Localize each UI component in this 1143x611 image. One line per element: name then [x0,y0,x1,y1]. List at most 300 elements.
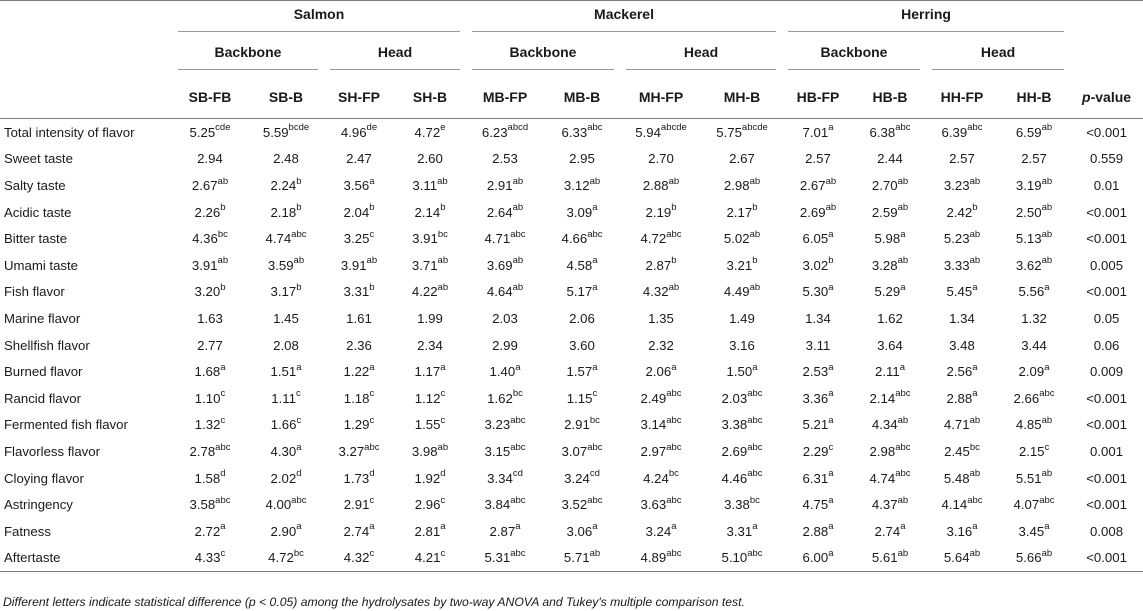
significance-letters: b [220,281,226,293]
value-cell [702,305,782,332]
mean-value: 3.06 [566,523,593,539]
significance-letters: abcd [507,122,529,134]
value-cell [466,465,544,492]
value-cell [466,438,544,465]
value-cell [394,305,466,332]
significance-letters: a [671,521,677,533]
significance-letters: c [369,228,375,240]
significance-letters: ab [1041,468,1053,480]
mean-value: 3.23 [943,177,970,193]
significance-letters: abc [510,547,526,559]
significance-letters: ab [969,255,981,267]
mean-value: 1.50 [726,364,753,380]
value-cell [544,438,620,465]
value-cell [782,491,854,518]
mean-value: 2.69 [799,204,826,220]
mean-value: 2.98 [723,177,750,193]
significance-letters: ab [437,255,449,267]
pvalue-header-italic: p [1082,89,1091,105]
mean-value: 2.36 [346,337,372,353]
significance-letters: b [671,255,677,267]
significance-letters: d [296,468,302,480]
significance-letters: abc [666,388,682,400]
significance-letters: c [220,388,226,400]
significance-letters: a [828,521,834,533]
mean-value: 2.19 [645,204,672,220]
attribute-label: Cloying flavor [4,470,84,486]
value-cell [702,545,782,572]
part-header: Backbone [788,44,920,70]
mean-value: 2.77 [197,337,223,353]
significance-letters: a [592,255,598,267]
mean-value: 2.67 [729,151,755,167]
significance-letters: c [440,414,446,426]
significance-letters: ab [512,202,524,214]
significance-letters: ab [437,281,449,293]
value-cell [324,491,394,518]
value-cell [620,146,702,173]
mean-value: 3.56 [343,177,370,193]
significance-letters: abc [967,122,983,134]
significance-letters: d [369,468,375,480]
value-cell [926,412,998,439]
significance-letters: ab [668,175,680,187]
value-cell [854,491,926,518]
significance-letters: cd [589,468,600,480]
significance-letters: c [1044,441,1050,453]
mean-value: 5.59 [262,124,289,140]
value-cell [394,252,466,279]
mean-value: 3.21 [726,257,753,273]
value-cell [544,491,620,518]
significance-letters: ab [969,175,981,187]
significance-letters: ab [969,228,981,240]
species-header-row [0,0,1143,38]
significance-letters: b [972,202,978,214]
mean-value: 2.47 [346,151,372,167]
significance-letters: bc [293,547,304,559]
mean-value: 3.91 [191,257,218,273]
value-cell [998,385,1070,412]
value-cell [926,545,998,572]
value-cell [998,199,1070,226]
mean-value: 5.51 [1015,470,1042,486]
mean-value: 3.38 [724,497,750,513]
significance-letters: ab [668,281,680,293]
significance-letters: e [440,122,446,134]
value-cell [854,199,926,226]
value-cell [782,518,854,545]
mean-value: 5.48 [943,470,970,486]
mean-value: 2.88 [642,177,669,193]
value-cell [782,225,854,252]
mean-value: 1.11 [271,390,296,406]
significance-letters: abc [895,468,911,480]
significance-letters: a [900,521,906,533]
attribute-label: Shellfish flavor [4,337,90,353]
significance-letters: bc [749,494,760,506]
value-cell [620,252,702,279]
value-cell [620,119,702,146]
value-cell [394,545,466,572]
value-cell [172,358,248,385]
mean-value: 1.34 [805,310,831,326]
value-cell [782,172,854,199]
table-row [0,332,1143,359]
mean-value: 3.52 [561,497,588,513]
significance-letters: c [220,547,226,559]
significance-letters: abc [510,228,526,240]
value-cell [324,385,394,412]
significance-letters: ab [969,547,981,559]
value-cell [702,385,782,412]
significance-letters: ab [512,175,524,187]
mean-value: 5.23 [943,231,970,247]
mean-value: 4.33 [194,550,221,566]
significance-letters: abc [895,441,911,453]
attribute-label: Acidic taste [4,204,72,220]
mean-value: 2.70 [648,151,674,167]
significance-letters: a [1044,521,1050,533]
attribute-label: Sweet taste [4,151,73,167]
mean-value: 3.59 [267,257,294,273]
mean-value: 3.24 [645,523,672,539]
significance-letters: ab [512,281,524,293]
mean-value: 4.85 [1015,417,1042,433]
mean-value: 4.36 [192,231,218,247]
mean-value: 4.30 [270,443,297,459]
mean-value: 1.15 [566,390,593,406]
value-cell [926,172,998,199]
value-cell [248,332,324,359]
value-cell [854,438,926,465]
mean-value: 2.60 [417,151,443,167]
value-cell [394,412,466,439]
table-row [0,465,1143,492]
mean-value: 4.96 [340,124,367,140]
mean-value: 2.53 [492,151,518,167]
pvalue-cell: 0.001 [1090,443,1124,459]
significance-letters: b [296,202,302,214]
table-row [0,119,1143,146]
significance-letters: a [592,361,598,373]
significance-letters: abc [291,228,307,240]
value-cell [998,491,1070,518]
significance-letters: abc [587,441,603,453]
value-cell [248,412,324,439]
mean-value: 2.11 [875,364,900,380]
significance-letters: a [592,521,598,533]
value-cell [248,358,324,385]
value-cell [620,225,702,252]
mean-value: 2.57 [805,151,831,167]
value-cell [394,438,466,465]
mean-value: 4.71 [943,417,970,433]
significance-letters: d [220,468,226,480]
significance-letters: bcde [288,122,310,134]
mean-value: 1.66 [270,417,297,433]
mean-value: 5.64 [943,550,970,566]
significance-letters: a [828,228,834,240]
mean-value: 3.25 [343,231,370,247]
mean-value: 1.29 [343,417,370,433]
pvalue-cell: 0.008 [1090,523,1124,539]
species-mackerel: Mackerel [472,6,776,32]
mean-value: 4.21 [414,550,441,566]
column-header: SH-FP [324,76,394,119]
mean-value: 4.72 [414,124,441,140]
significance-letters: abc [587,228,603,240]
table-row [0,518,1143,545]
mean-value: 5.61 [871,550,898,566]
attribute-label: Marine flavor [4,310,81,326]
significance-letters: a [828,281,834,293]
part-header: Head [330,44,460,70]
value-cell [998,412,1070,439]
mean-value: 3.11 [412,177,438,193]
mean-value: 3.19 [1015,177,1042,193]
value-cell [702,491,782,518]
mean-value: 4.74 [265,231,292,247]
mean-value: 3.17 [270,284,297,300]
part-header: Backbone [178,44,318,70]
value-cell [248,385,324,412]
value-cell [172,438,248,465]
value-cell [394,491,466,518]
value-cell [324,119,394,146]
mean-value: 1.34 [949,310,975,326]
attribute-label: Rancid flavor [4,390,81,406]
mean-value: 2.87 [489,523,516,539]
column-header-row [0,76,1143,119]
significance-letters: a [752,521,758,533]
value-cell [466,358,544,385]
table-row [0,279,1143,306]
mean-value: 2.91 [343,497,370,513]
significance-letters: c [369,414,375,426]
value-cell [248,199,324,226]
mean-value: 3.58 [189,497,216,513]
value-cell [324,199,394,226]
value-cell [172,545,248,572]
mean-value: 1.73 [343,470,370,486]
significance-letters: a [369,175,375,187]
value-cell [394,146,466,173]
significance-letters: a [972,361,978,373]
significance-letters: ab [1041,202,1053,214]
value-cell [466,545,544,572]
significance-letters: ab [749,281,761,293]
attribute-label: Total intensity of flavor [0,119,172,146]
pvalue-cell: <0.001 [1086,390,1127,406]
value-cell [782,146,854,173]
value-cell [854,332,926,359]
mean-value: 3.33 [943,257,970,273]
mean-value: 1.35 [648,310,674,326]
mean-value: 2.67 [191,177,218,193]
value-cell [926,146,998,173]
mean-value: 2.06 [569,310,595,326]
mean-value: 2.95 [569,151,595,167]
value-cell [998,172,1070,199]
value-cell [782,332,854,359]
mean-value: 3.09 [566,204,593,220]
mean-value: 5.17 [566,284,593,300]
value-cell [782,305,854,332]
mean-value: 2.04 [343,204,370,220]
mean-value: 6.33 [561,124,588,140]
value-cell [248,146,324,173]
value-cell [926,465,998,492]
value-cell [702,119,782,146]
value-cell [998,146,1070,173]
pvalue-cell: 0.05 [1093,310,1120,326]
significance-letters: a [296,521,302,533]
mean-value: 4.07 [1013,497,1040,513]
significance-letters: ab [897,414,909,426]
value-cell [998,279,1070,306]
mean-value: 2.44 [877,151,903,167]
mean-value: 2.29 [802,443,829,459]
value-cell [926,225,998,252]
mean-value: 5.45 [946,284,973,300]
significance-letters: abc [215,441,231,453]
significance-letters: cd [512,468,523,480]
column-header: SH-B [394,76,466,119]
value-cell [702,199,782,226]
value-cell [926,438,998,465]
significance-letters: a [828,122,834,134]
column-header: SB-FB [172,76,248,119]
mean-value: 4.24 [643,470,669,486]
value-cell [854,146,926,173]
mean-value: 4.72 [640,231,667,247]
mean-value: 6.59 [1015,124,1042,140]
significance-letters: c [440,494,446,506]
value-cell [172,279,248,306]
value-cell [324,146,394,173]
column-header: HB-FP [782,76,854,119]
value-cell [544,279,620,306]
significance-letters: a [828,547,834,559]
mean-value: 2.17 [726,204,753,220]
value-cell [466,332,544,359]
significance-letters: ab [589,175,601,187]
value-cell [544,199,620,226]
significance-letters: c [295,388,301,400]
value-cell [324,305,394,332]
significance-letters: b [752,255,758,267]
mean-value: 5.30 [802,284,829,300]
mean-value: 5.13 [1015,231,1042,247]
value-cell [702,146,782,173]
table-row [0,199,1143,226]
significance-letters: ab [897,494,909,506]
column-header: HH-FP [926,76,998,119]
mean-value: 4.64 [486,284,513,300]
mean-value: 3.64 [877,337,903,353]
table-row [0,412,1143,439]
mean-value: 5.75 [716,124,742,140]
mean-value: 1.58 [194,470,221,486]
significance-letters: a [220,361,226,373]
significance-letters: a [369,361,375,373]
mean-value: 3.11 [805,337,831,353]
table-row [0,172,1143,199]
value-cell [394,172,466,199]
species-salmon: Salmon [178,6,460,32]
value-cell [544,252,620,279]
mean-value: 1.12 [414,390,441,406]
value-cell [926,518,998,545]
significance-letters: a [515,521,521,533]
value-cell [172,305,248,332]
mean-value: 2.08 [273,337,299,353]
value-cell [324,518,394,545]
mean-value: 2.14 [414,204,441,220]
mean-value: 6.23 [481,124,508,140]
pvalue-cell: 0.005 [1090,257,1124,273]
value-cell [544,385,620,412]
mean-value: 3.16 [729,337,755,353]
value-cell [466,518,544,545]
value-cell [998,438,1070,465]
mean-value: 2.66 [1013,390,1040,406]
mean-value: 2.91 [564,417,590,433]
significance-letters: ab [825,202,837,214]
value-cell [702,518,782,545]
value-cell [172,491,248,518]
mean-value: 1.45 [273,310,299,326]
part-header: Backbone [472,44,614,70]
significance-letters: abc [747,388,763,400]
significance-letters: abc [747,468,763,480]
significance-letters: ab [217,175,229,187]
mean-value: 3.45 [1018,523,1045,539]
significance-letters: a [972,521,978,533]
significance-letters: a [592,281,598,293]
value-cell [998,305,1070,332]
mean-value: 4.49 [723,284,750,300]
mean-value: 2.98 [869,443,896,459]
significance-letters: c [440,388,446,400]
mean-value: 2.91 [486,177,513,193]
mean-value: 2.74 [874,523,901,539]
value-cell [324,412,394,439]
significance-letters: ab [293,255,305,267]
mean-value: 6.00 [802,550,829,566]
value-cell [854,385,926,412]
significance-letters: abc [666,441,682,453]
value-cell [926,199,998,226]
mean-value: 2.14 [869,390,896,406]
value-cell [854,225,926,252]
value-cell [782,438,854,465]
mean-value: 3.60 [569,337,595,353]
significance-letters: a [899,361,905,373]
value-cell [998,518,1070,545]
mean-value: 2.15 [1018,443,1045,459]
value-cell [782,119,854,146]
value-cell [702,358,782,385]
significance-letters: bc [589,414,600,426]
significance-letters: ab [437,175,448,187]
significance-letters: abc [364,441,380,453]
significance-letters: abc [291,494,307,506]
value-cell [544,305,620,332]
significance-letters: ab [1041,255,1053,267]
significance-letters: ab [366,255,378,267]
